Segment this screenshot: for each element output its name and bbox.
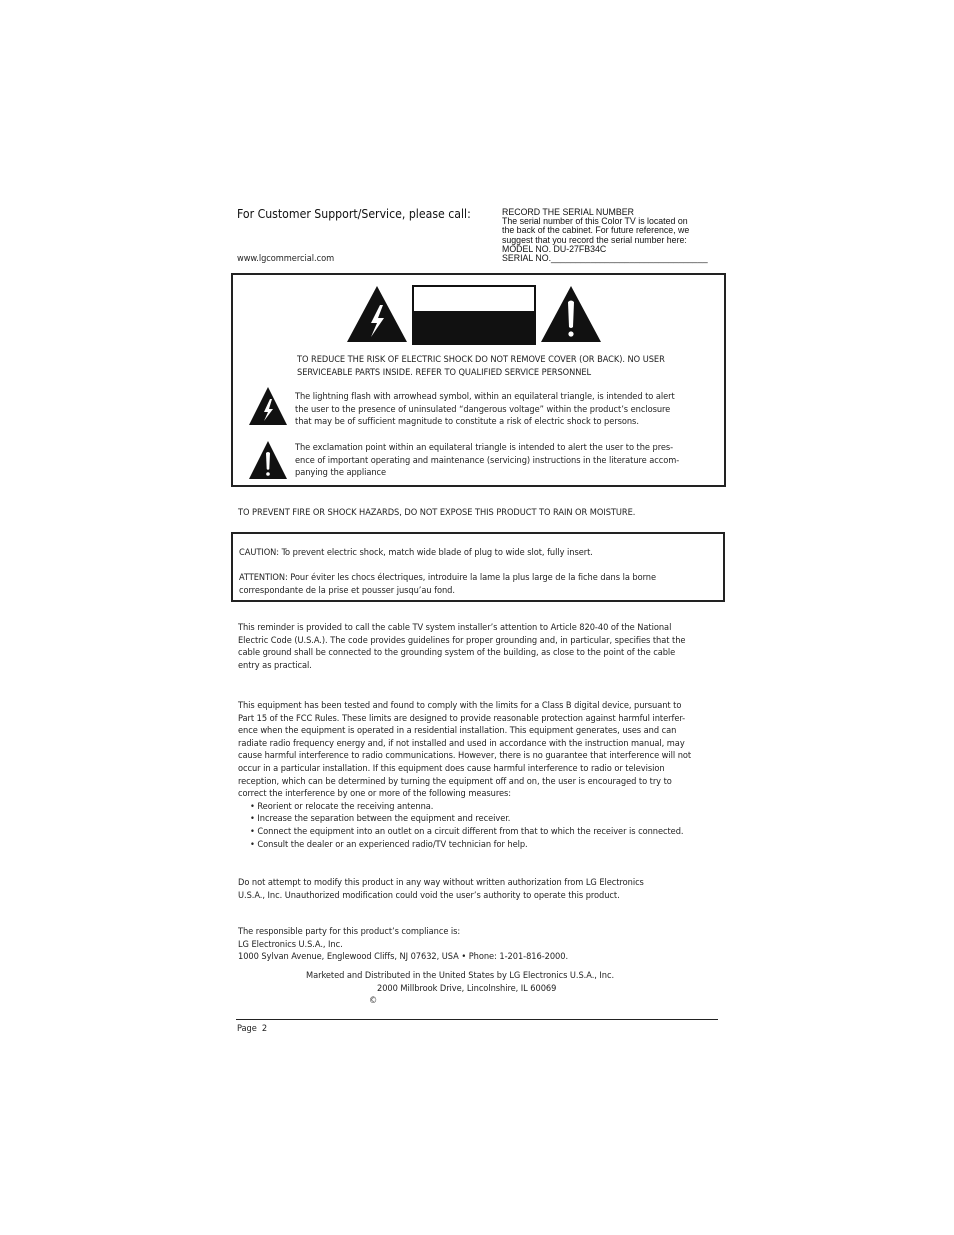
description-line: ence of important operating and maintenance (servicing) instructions in the literature accom- — [295, 454, 680, 466]
warning-line: SERVICEABLE PARTS INSIDE. REFER TO QUALIFIED SERVICE PERSONNEL — [297, 366, 592, 378]
description-line: panying the appliance — [295, 467, 387, 479]
responsible-party — [238, 926, 568, 964]
paragraph-line: Do not attempt to modify this product in any way without written authorization from LG Electronics — [238, 877, 644, 888]
paragraph-line: This equipment has been tested and found to comply with the limits for a Class B digital device, pursuant to — [238, 700, 682, 711]
paragraph-line: Part 15 of the FCC Rules. These limits are designed to provide reasonable protection against harmful interfer- — [238, 712, 686, 724]
serial-record-line: the back of the cabinet. For future reference, we — [502, 225, 690, 236]
attention-line: correspondante de la prise et pousser jusqu’au fond. — [239, 584, 455, 596]
list-item: • Increase the separation between the equipment and receiver. — [250, 813, 511, 825]
fire-hazard-warning: TO PREVENT FIRE OR SHOCK HAZARDS, DO NOT EXPOSE THIS PRODUCT TO RAIN OR MOISTURE. — [238, 507, 636, 518]
serial-record-line: The serial number of this Color TV is located on — [502, 216, 688, 227]
caution-box — [231, 532, 725, 602]
lightning-warning-icon — [346, 285, 408, 343]
distributor-address: 2000 Millbrook Drive, Lincolnshire, IL 60069 — [377, 983, 557, 994]
company-address: 1000 Sylvan Avenue, Englewood Cliffs, NJ 07632, USA • Phone: 1-201-816-2000. — [238, 951, 569, 963]
serial-record-line: suggest that you record the serial number here: — [502, 234, 687, 245]
modification-warning — [238, 877, 644, 902]
description-line: The exclamation point within an equilateral triangle is intended to alert the user to the pres- — [295, 442, 674, 453]
page-number: Page 2 — [237, 1023, 268, 1034]
serial-record-block — [502, 208, 708, 263]
paragraph-line: cause harmful interference to radio communications. However, there is no guarantee that interference will not — [238, 750, 692, 762]
lightning-small-icon — [248, 386, 288, 426]
list-item: • Consult the dealer or an experienced radio/TV technician for help. — [250, 838, 528, 850]
warning-line: TO REDUCE THE RISK OF ELECTRIC SHOCK DO NOT REMOVE COVER (OR BACK). NO USER — [297, 354, 665, 365]
attention-text — [239, 572, 656, 597]
exclamation-description — [295, 442, 679, 480]
footer-divider — [236, 1019, 718, 1020]
caution-text: CAUTION: To prevent electric shock, match wide blade of plug to wide slot, fully insert. — [239, 547, 593, 558]
paragraph-line: This reminder is provided to call the cable TV system installer’s attention to Article 820-40 of the National — [238, 622, 672, 633]
description-line: that may be of sufficient magnitude to constitute a risk of electric shock to persons. — [295, 416, 639, 428]
paragraph-line: Electric Code (U.S.A.). The code provides guidelines for proper grounding and, in particular, specifies that the — [238, 634, 686, 646]
paragraph-line: occur in a particular installation. If this equipment does cause harmful interference to radio or television — [238, 762, 665, 774]
paragraph-line: reception, which can be determined by turning the equipment off and on, the user is encouraged to try to — [238, 775, 672, 787]
paragraph-line: U.S.A., Inc. Unauthorized modification could void the user’s authority to operate this product. — [238, 889, 620, 901]
copyright-symbol: © — [369, 995, 378, 1006]
serial-number-field: SERIAL NO.________________________________ — [502, 253, 708, 264]
electric-shock-warning-box — [231, 273, 726, 487]
paragraph-line: entry as practical. — [238, 659, 312, 671]
paragraph-line: cable ground shall be connected to the grounding system of the building, as close to the point of the cable — [238, 647, 676, 659]
company-name: LG Electronics U.S.A., Inc. — [238, 938, 343, 950]
lightning-description — [295, 391, 675, 429]
cable-installer-note — [238, 622, 685, 672]
fcc-compliance-note — [238, 700, 691, 851]
paragraph-line: The responsible party for this product’s compliance is: — [238, 926, 461, 937]
caution-label-icon — [412, 285, 536, 345]
website-link[interactable]: www.lgcommercial.com — [237, 253, 335, 264]
list-item: • Reorient or relocate the receiving antenna. — [250, 800, 434, 812]
model-number: MODEL NO. DU-27FB34C — [502, 243, 607, 254]
distributor-line-1: Marketed and Distributed in the United States by LG Electronics U.S.A., Inc. — [306, 970, 615, 981]
exclamation-small-icon — [248, 440, 288, 480]
exclamation-warning-icon — [540, 285, 602, 343]
attention-line: ATTENTION: Pour éviter les chocs électriques, introduire la lame la plus large de la fiche dans la borne — [239, 572, 657, 583]
customer-support-label: For Customer Support/Service, please call: — [237, 207, 471, 221]
list-item: • Connect the equipment into an outlet on a circuit different from that to which the receiver is connected. — [250, 825, 684, 837]
paragraph-line: radiate radio frequency energy and, if not installed and used in accordance with the instruction manual, may — [238, 737, 685, 749]
paragraph-line: correct the interference by one or more of the following measures: — [238, 788, 511, 800]
shock-risk-warning-text — [297, 354, 665, 379]
description-line: The lightning flash with arrowhead symbol, within an equilateral triangle, is intended to alert — [295, 391, 675, 402]
paragraph-line: ence when the equipment is operated in a residential installation. This equipment generates, uses and can — [238, 725, 677, 737]
serial-record-title: RECORD THE SERIAL NUMBER — [502, 207, 634, 217]
description-line: the user to the presence of uninsulated “dangerous voltage” within the product’s enclosure — [295, 403, 671, 415]
